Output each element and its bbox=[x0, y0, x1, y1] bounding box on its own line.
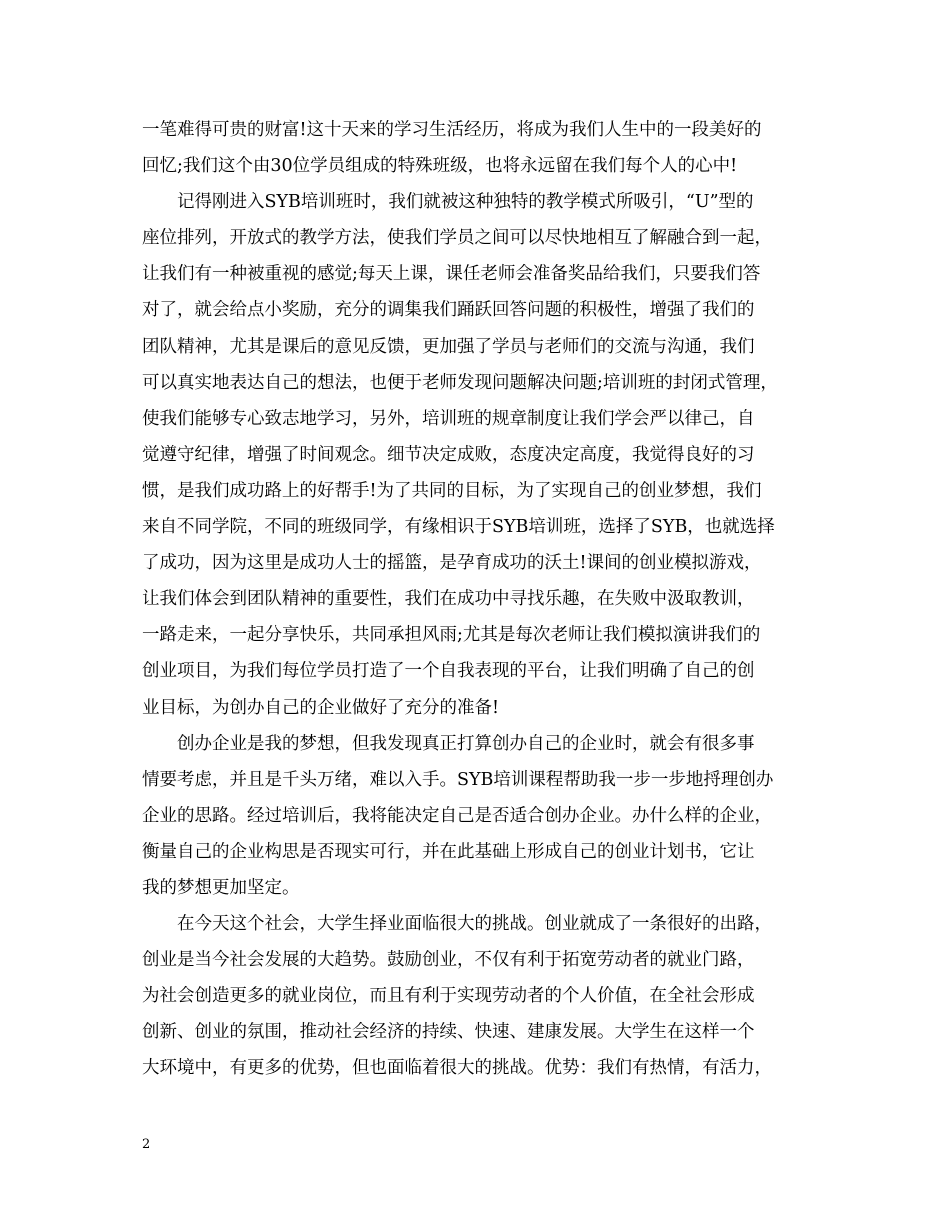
text-line: 业目标，为创办自己的企业做好了充分的准备! bbox=[142, 697, 500, 718]
text-line: 让我们有一种被重视的感觉;每天上课，课任老师会准备奖品给我们，只要我们答 bbox=[142, 264, 761, 285]
text-line: 我的梦想更加坚定。 bbox=[142, 877, 300, 898]
text-line: 觉遵守纪律，增强了时间观念。细节决定成败，态度决定高度，我觉得良好的习 bbox=[142, 444, 755, 465]
page-number: 2 bbox=[142, 1137, 151, 1152]
text-line: 对了，就会给点小奖励，充分的调集我们踊跃回答问题的积极性，增强了我们的 bbox=[142, 300, 755, 321]
text-line: 衡量自己的企业构思是否现实可行，并在此基础上形成自己的创业计划书，它让 bbox=[142, 841, 755, 862]
text-line: 一路走来，一起分享快乐，共同承担风雨;尤其是每次老师让我们模拟演讲我们的 bbox=[142, 625, 761, 646]
text-line: 了成功，因为这里是成功人士的摇篮，是孕育成功的沃土!课间的创业模拟游戏， bbox=[142, 553, 762, 574]
text-line: 创业是当今社会发展的大趋势。鼓励创业，不仅有利于拓宽劳动者的就业门路， bbox=[142, 950, 755, 971]
text-line: 创新、创业的氛围，推动社会经济的持续、快速、建康发展。大学生在这样一个 bbox=[142, 1022, 755, 1043]
text-line: 为社会创造更多的就业岗位，而且有利于实现劳动者的个人价值，在全社会形成 bbox=[142, 986, 755, 1007]
text-line: 大环境中，有更多的优势，但也面临着很大的挑战。优势：我们有热情，有活力， bbox=[142, 1058, 772, 1079]
text-line: 团队精神，尤其是课后的意见反馈，更加强了学员与老师们的交流与沟通，我们 bbox=[142, 336, 755, 357]
paragraph-start-line: 创办企业是我的梦想，但我发现真正打算创办自己的企业时，就会有很多事 bbox=[177, 733, 755, 754]
text-line: 一笔难得可贵的财富!这十天来的学习生活经历，将成为我们人生中的一段美好的 bbox=[142, 120, 762, 140]
paragraph-start-line: 记得刚进入SYB培训班时，我们就被这种独特的教学模式所吸引，“U”型的 bbox=[177, 192, 754, 213]
text-line: 可以真实地表达自己的想法，也便于老师发现问题解决问题;培训班的封闭式管理， bbox=[142, 372, 778, 393]
text-line: 企业的思路。经过培训后，我将能决定自己是否适合创办企业。办什么样的企业， bbox=[142, 805, 772, 826]
document-body bbox=[142, 112, 822, 1087]
text-line: 来自不同学院，不同的班级同学，有缘相识于SYB培训班，选择了SYB，也就选择 bbox=[142, 517, 775, 538]
text-line: 回忆;我们这个由30位学员组成的特殊班级，也将永远留在我们每个人的心中! bbox=[142, 156, 738, 177]
text-line: 使我们能够专心致志地学习，另外，培训班的规章制度让我们学会严以律己，自 bbox=[142, 408, 755, 429]
text-line: 座位排列，开放式的教学方法，使我们学员之间可以尽快地相互了解融合到一起， bbox=[142, 228, 772, 249]
text-line: 情要考虑，并且是千头万绪，难以入手。SYB培训课程帮助我一步一步地捋理创办 bbox=[142, 769, 774, 790]
text-line: 惯，是我们成功路上的好帮手!为了共同的目标，为了实现自己的创业梦想，我们 bbox=[142, 480, 762, 501]
paragraph-start-line: 在今天这个社会，大学生择业面临很大的挑战。创业就成了一条很好的出路， bbox=[177, 914, 772, 935]
text-line: 让我们体会到团队精神的重要性，我们在成功中寻找乐趣，在失败中汲取教训， bbox=[142, 589, 755, 610]
text-line: 创业项目，为我们每位学员打造了一个自我表现的平台，让我们明确了自己的创 bbox=[142, 661, 755, 682]
